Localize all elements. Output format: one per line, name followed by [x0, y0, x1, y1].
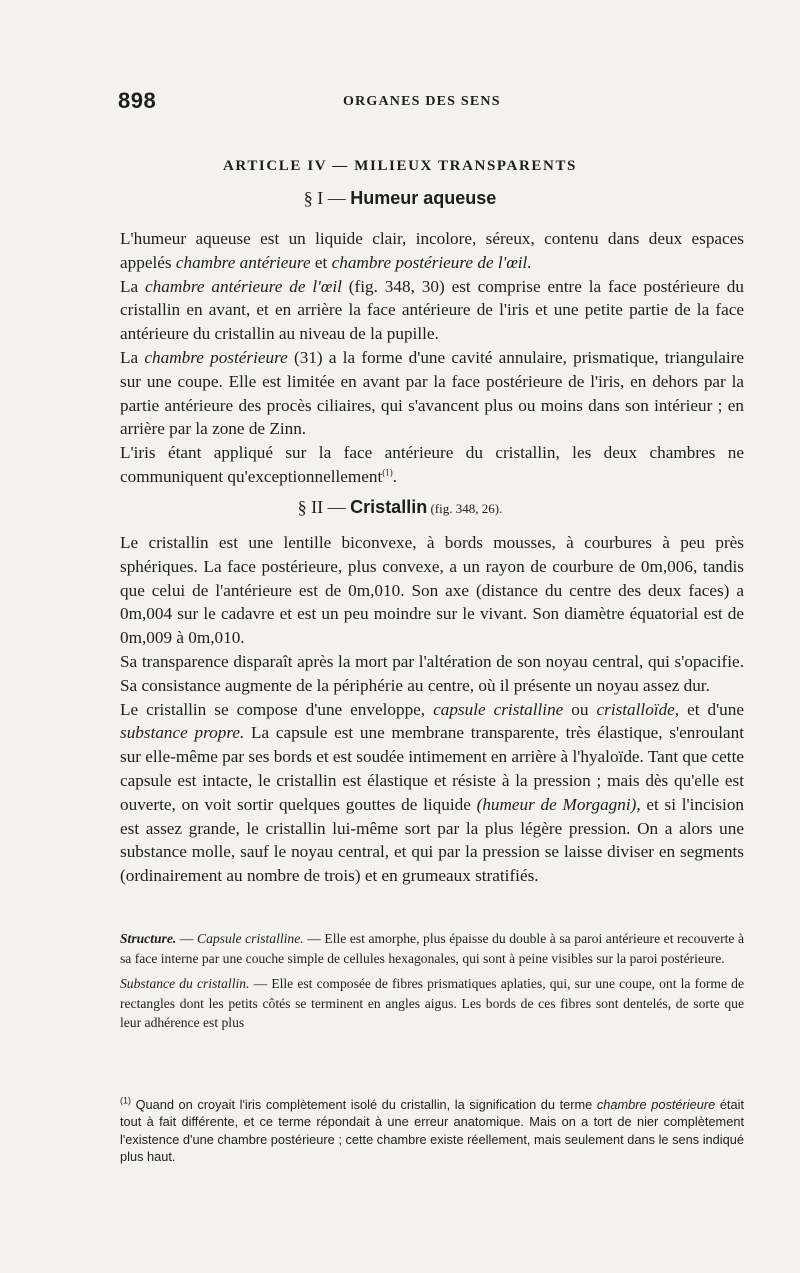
section-heading-cristallin — [0, 497, 800, 518]
paragraph: Sa transparence disparaît après la mort par l'altération de son noyau central, qui s'opacifie. Sa consistance augmente de la périphérie au centre, où il présente un noyau assez dur. — [120, 651, 744, 695]
italic-term: chambre antérieure de l'œil — [145, 276, 342, 296]
paragraph: Le cristallin est une lentille biconvexe, à bords mousses, à courbures à peu près sphériques. La face postérieure, plus convexe, a un rayon de courbure de 0m,006, tandis que celui de l'antérieure est de 0m,010. Son axe (distance du centre des deux faces) a 0m,004 sur le cadavre et est un peu moindre sur le vivant. Son diamètre équatorial est de 0m,009 à 0m,010. — [120, 533, 744, 648]
text-run: La — [120, 347, 145, 367]
text-run: et — [310, 252, 332, 272]
text-run: — — [176, 931, 198, 946]
text-run: et si l'incision est assez grande, le cristallin lui-même sort par la plus légère pression. On a alors une substance molle, sauf le noyau central, et qui par la pression se laisse diviser en segments (ordinairement au nombre de trois) et en grumeaux stratifiés. — [120, 794, 745, 886]
section-title: Humeur aqueuse — [350, 188, 497, 208]
italic-term: (humeur de Morgagni), — [476, 794, 641, 814]
section-heading-humeur-aqueuse — [0, 188, 800, 209]
paragraph — [120, 346, 744, 441]
text-run: — Elle est amorphe, plus épaisse du double à sa paroi antérieure et recouverte à sa face interne par une couche simple de cellules hexagonales, qui sont à peine visibles sur la paroi postérieure. — [120, 931, 745, 966]
text-run: était tout à fait différente, et ce terme répondait à une erreur anatomique. Mais on a tort de nier complètement l'existence d'une chambre postérieure ; cette chambre existe réellement, mais seulement dans le sens indiqué plus haut. — [120, 1097, 745, 1165]
section-number: § II — — [297, 497, 351, 517]
italic-term: capsule cristalline — [433, 699, 564, 719]
text-run: L'humeur aqueuse est un liquide clair, incolore, séreux, contenu dans deux espaces appelés — [120, 229, 744, 272]
section-body-humeur-aqueuse — [120, 227, 744, 489]
italic-term: cristalloïde, — [596, 699, 680, 719]
footnote-marker: (1) — [120, 1095, 131, 1106]
paragraph — [120, 275, 744, 346]
article-title: ARTICLE IV — MILIEUX TRANSPARENTS — [222, 158, 577, 174]
figure-reference: (fig. 348, 26). — [427, 501, 503, 516]
text-run: (31) a la forme d'une cavité annulaire, prismatique, triangulaire sur une coupe. Elle est limitée en avant par la face postérieure de l'iris, en dehors par la partie antérieure des procès ciliaires, qui s'avancent plus ou moins dans son intérieur ; en arrière par la zone de Zinn. — [120, 347, 745, 439]
text-run: La — [120, 276, 146, 296]
note-structure — [120, 929, 744, 968]
paragraph — [120, 227, 744, 275]
text-run: ou — [563, 699, 597, 719]
text-run: . — [392, 466, 398, 486]
section-body-cristallin — [120, 531, 744, 888]
note-label: Structure. — [120, 931, 177, 946]
section-title: Cristallin — [350, 497, 428, 517]
text-run: Quand on croyait l'iris complètement isolé du cristallin, la signification du terme — [131, 1097, 597, 1112]
running-head — [0, 88, 800, 118]
text-run: La capsule est une membrane transparente, très élastique, s'enroulant sur elle-même par ses bords et est soudée intimement en arrière à l'hyaloïde. Tant que cette capsule est intacte, le cristallin est élastique et résiste à la pression ; mais dès qu'elle est ouverte, on voit sortir quelques gouttes de liquide — [120, 723, 745, 814]
italic-term: chambre postérieure — [144, 347, 288, 367]
italic-term: Capsule cristalline. — [197, 931, 304, 946]
note-substance — [120, 974, 744, 1033]
text-run: et d'une — [679, 699, 744, 719]
footnote-text — [120, 1096, 744, 1166]
italic-term: chambre postérieure de l'œil. — [331, 252, 532, 272]
running-title: ORGANES DES SENS — [343, 94, 501, 109]
page-number: 898 — [118, 88, 157, 113]
italic-term: chambre postérieure — [596, 1097, 716, 1112]
text-run: Le cristallin se compose d'une enveloppe, — [120, 699, 434, 719]
paragraph — [120, 441, 744, 489]
note-label: Substance du cristallin. — [120, 976, 250, 992]
italic-term: substance propre. — [120, 723, 245, 743]
text-run: L'iris étant appliqué sur la face antérieure du cristallin, les deux chambres ne communiquent qu'exceptionnellement — [120, 443, 744, 486]
text-run: (fig. 348, 30) est comprise entre la face postérieure du cristallin en avant, et en arrière la face antérieure de l'iris et une petite partie de la face antérieure du cristallin au niveau de la pupille. — [120, 276, 744, 344]
footnote-ref: (1) — [382, 467, 393, 478]
paragraph — [120, 698, 744, 888]
small-print-notes — [120, 929, 744, 1039]
text-run: — Elle est composée de fibres prismatiques aplaties, qui, sur une coupe, ont la forme de rectangles dont les petits côtés se terminent en angles aigus. Les bords de ces fibres sont dentelés, de sorte que leur adhérence est plus — [120, 976, 744, 1031]
section-number: § I — — [303, 188, 351, 208]
italic-term: chambre antérieure — [175, 252, 311, 272]
footnote — [120, 1096, 744, 1166]
